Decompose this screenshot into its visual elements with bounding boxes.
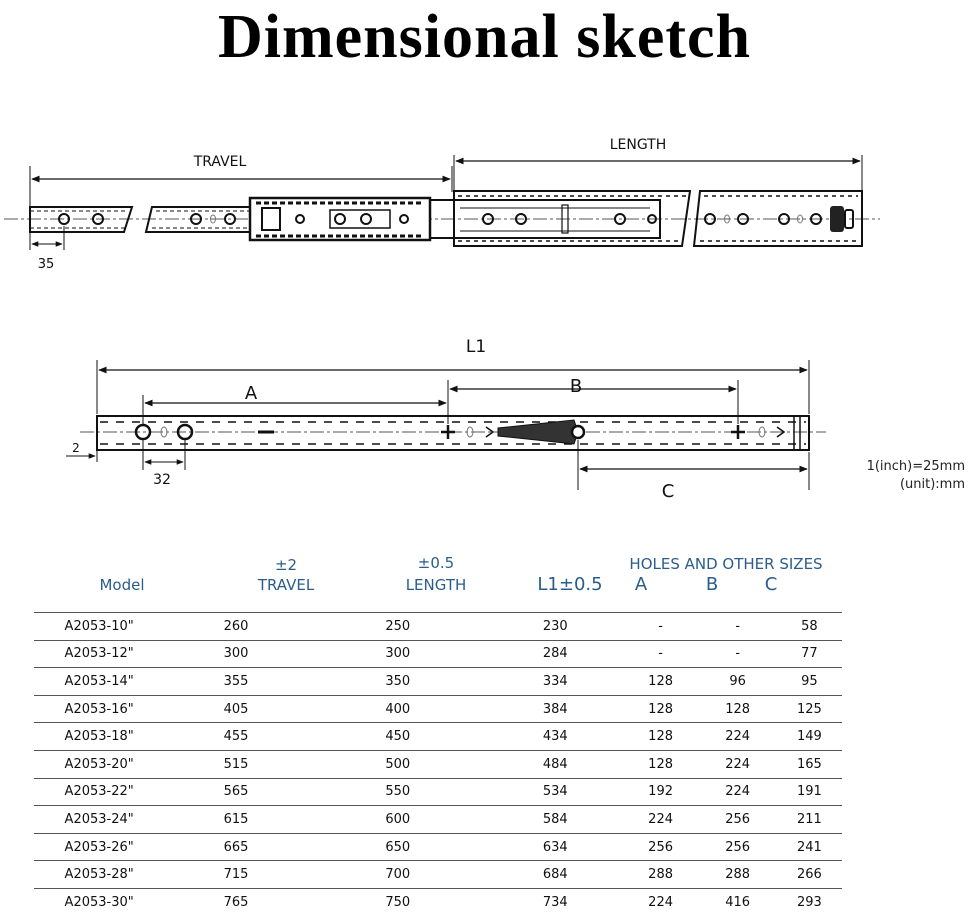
units-inch-conversion: 1(inch)=25mm — [866, 459, 965, 474]
cell-model: A2053-28" — [34, 861, 164, 889]
end-stop — [830, 206, 844, 232]
cell-travel: 715 — [164, 861, 307, 889]
cell-a: 128 — [623, 695, 699, 723]
cell-b: - — [699, 613, 777, 641]
cell-b: 256 — [699, 806, 777, 834]
cell-length: 300 — [308, 640, 488, 668]
cell-length: 600 — [308, 806, 488, 834]
table-row — [34, 640, 842, 668]
edge-2-label: 2 — [72, 441, 80, 455]
cell-c: 211 — [777, 806, 842, 834]
cell-c: 266 — [777, 861, 842, 889]
cell-l1: 634 — [488, 833, 623, 861]
cell-model: A2053-16" — [34, 695, 164, 723]
units-note — [867, 458, 965, 494]
cell-a: 288 — [623, 861, 699, 889]
cell-a: - — [623, 613, 699, 641]
table-row — [34, 723, 842, 751]
header-length: LENGTH — [405, 576, 467, 594]
cell-b: 128 — [699, 695, 777, 723]
cell-model: A2053-12" — [34, 640, 164, 668]
cell-c: 241 — [777, 833, 842, 861]
cell-travel: 455 — [164, 723, 307, 751]
table-row — [34, 778, 842, 806]
cell-c: 125 — [777, 695, 842, 723]
cell-b: 224 — [699, 750, 777, 778]
cell-a: 256 — [623, 833, 699, 861]
cell-travel: 355 — [164, 668, 307, 696]
header-travel: TRAVEL — [257, 576, 315, 594]
table-row — [34, 668, 842, 696]
cell-l1: 684 — [488, 861, 623, 889]
slide-extended-view — [4, 137, 880, 272]
cell-l1: 734 — [488, 888, 623, 915]
page-title: Dimensional sketch — [218, 3, 751, 71]
header-length-tolerance: ±0.5 — [417, 554, 455, 572]
cell-travel: 665 — [164, 833, 307, 861]
cell-c: 77 — [777, 640, 842, 668]
cell-l1: 534 — [488, 778, 623, 806]
cell-b: - — [699, 640, 777, 668]
cell-b: 96 — [699, 668, 777, 696]
cell-l1: 434 — [488, 723, 623, 751]
cell-travel: 615 — [164, 806, 307, 834]
header-travel-tolerance: ±2 — [274, 556, 298, 574]
cell-model: A2053-20" — [34, 750, 164, 778]
cell-c: 293 — [777, 888, 842, 915]
cell-travel: 765 — [164, 888, 307, 915]
l1-label: L1 — [465, 337, 487, 357]
header-b: B — [705, 574, 719, 595]
cell-b: 224 — [699, 778, 777, 806]
cell-a: 128 — [623, 723, 699, 751]
table-row — [34, 750, 842, 778]
cell-travel: 300 — [164, 640, 307, 668]
cell-l1: 334 — [488, 668, 623, 696]
cell-length: 700 — [308, 861, 488, 889]
cell-l1: 584 — [488, 806, 623, 834]
cell-a: 128 — [623, 750, 699, 778]
pitch-32-label: 32 — [153, 472, 171, 488]
cell-model: A2053-30" — [34, 888, 164, 915]
units-unit-label: (unit):mm — [899, 477, 965, 492]
cell-length: 750 — [308, 888, 488, 915]
cell-c: 149 — [777, 723, 842, 751]
cell-c: 58 — [777, 613, 842, 641]
header-c: C — [764, 574, 778, 595]
table-row — [34, 861, 842, 889]
cell-c: 165 — [777, 750, 842, 778]
cell-length: 450 — [308, 723, 488, 751]
table-row — [34, 695, 842, 723]
cell-a: 224 — [623, 806, 699, 834]
cell-b: 224 — [699, 723, 777, 751]
cell-a: - — [623, 640, 699, 668]
header-model: Model — [99, 576, 145, 594]
spec-table — [34, 612, 842, 916]
cell-travel: 515 — [164, 750, 307, 778]
cell-length: 350 — [308, 668, 488, 696]
cell-a: 128 — [623, 668, 699, 696]
inner-member-view — [66, 337, 826, 502]
cell-c: 95 — [777, 668, 842, 696]
a-label: A — [244, 383, 258, 404]
cell-model: A2053-14" — [34, 668, 164, 696]
release-lever — [498, 420, 578, 444]
offset-35-label: 35 — [37, 257, 55, 272]
cell-l1: 230 — [488, 613, 623, 641]
header-holes-group: HOLES AND OTHER SIZES — [629, 555, 823, 573]
cell-travel: 260 — [164, 613, 307, 641]
cell-travel: 565 — [164, 778, 307, 806]
c-label: C — [661, 481, 675, 502]
cell-length: 500 — [308, 750, 488, 778]
table-row — [34, 613, 842, 641]
cell-a: 224 — [623, 888, 699, 915]
cell-length: 550 — [308, 778, 488, 806]
table-row — [34, 888, 842, 915]
cell-model: A2053-26" — [34, 833, 164, 861]
travel-label: TRAVEL — [193, 154, 247, 170]
b-label: B — [569, 376, 583, 397]
cell-length: 400 — [308, 695, 488, 723]
cell-model: A2053-24" — [34, 806, 164, 834]
cell-l1: 284 — [488, 640, 623, 668]
table-row — [34, 806, 842, 834]
cell-b: 416 — [699, 888, 777, 915]
cell-l1: 484 — [488, 750, 623, 778]
cell-a: 192 — [623, 778, 699, 806]
header-a: A — [634, 574, 648, 595]
cell-c: 191 — [777, 778, 842, 806]
cell-b: 288 — [699, 861, 777, 889]
cell-travel: 405 — [164, 695, 307, 723]
header-l1: L1±0.5 — [537, 574, 603, 595]
cell-b: 256 — [699, 833, 777, 861]
cell-length: 250 — [308, 613, 488, 641]
cell-model: A2053-10" — [34, 613, 164, 641]
cell-model: A2053-18" — [34, 723, 164, 751]
length-label: LENGTH — [609, 137, 667, 153]
cell-length: 650 — [308, 833, 488, 861]
cell-model: A2053-22" — [34, 778, 164, 806]
cell-l1: 384 — [488, 695, 623, 723]
table-row — [34, 833, 842, 861]
